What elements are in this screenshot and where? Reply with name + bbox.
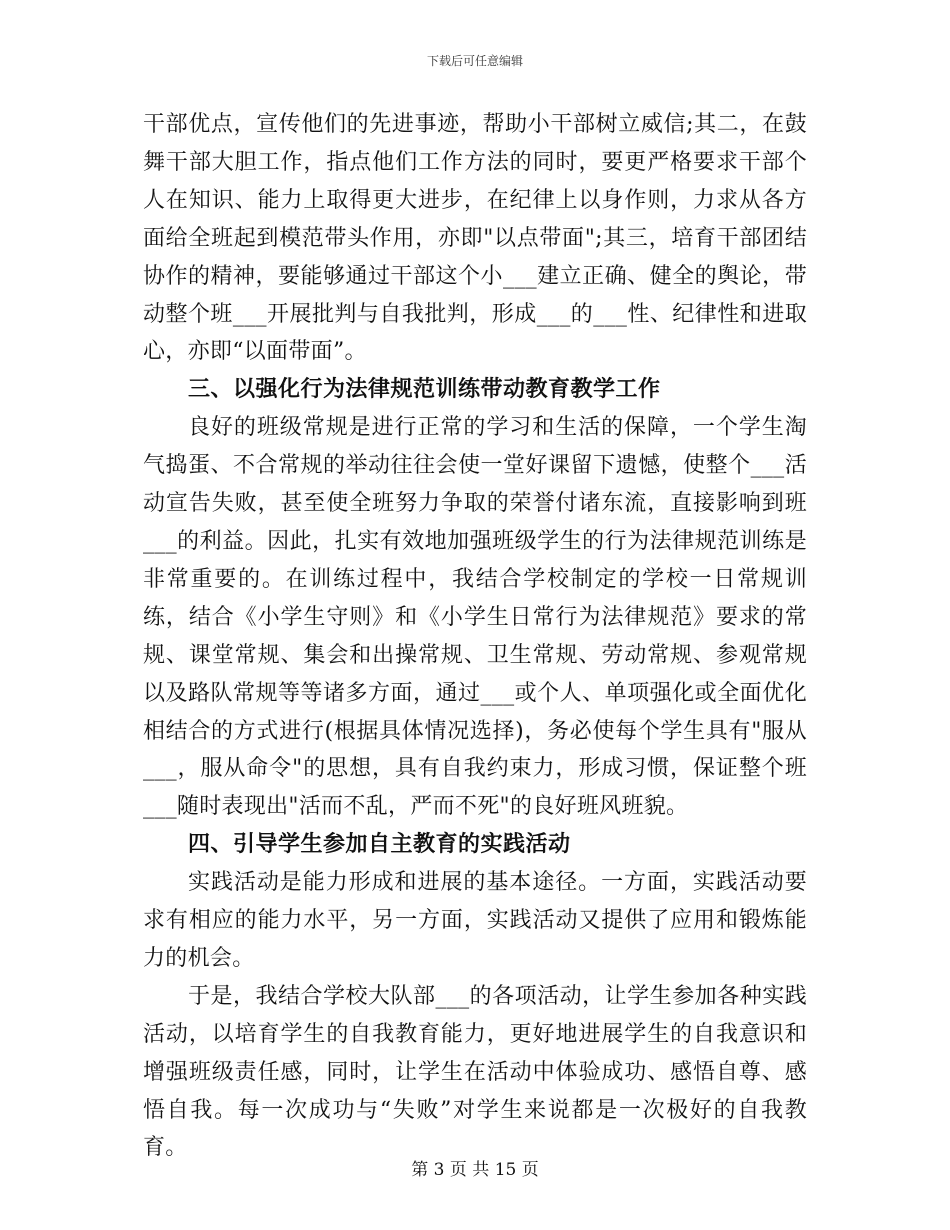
paragraph-section-4-b: 于是，我结合学校大队部___的各项活动，让学生参加各种实践活动，以培育学生的自我教育能力，更好地进展学生的自我意识和增强班级责任感，同时，让学生在活动中体验成功、感悟自尊、感悟自我。每一次成功与“失败”对学生来说都是一次极好的自我教育。 bbox=[143, 983, 807, 1161]
paragraph-continued: 干部优点，宣传他们的先进事迹，帮助小干部树立威信;其二，在鼓舞干部大胆工作，指点他们工作方法的同时，要更严格要求干部个人在知识、能力上取得更大进步，在纪律上以身作则，力求从各方面给全班起到模范带头作用，亦即"以点带面";其三，培育干部团结协作的精神，要能够通过干部这个小___建立正确、健全的舆论，带动整个班___开展批判与自我批判，形成___的___性、纪律性和进取心，亦即“以面带面”。 bbox=[143, 112, 807, 365]
document-body bbox=[143, 106, 807, 1167]
section-heading-3: 三、以强化行为法律规范训练带动教育教学工作 bbox=[188, 377, 661, 403]
paragraph-section-4-a: 实践活动是能力形成和进展的基本途径。一方面，实践活动要求有相应的能力水平，另一方面，实践活动又提供了应用和锻炼能力的机会。 bbox=[143, 870, 807, 971]
page-header: 下载后可任意编辑 bbox=[426, 54, 523, 68]
page-number: 第 3 页 共 15 页 bbox=[411, 1160, 539, 1180]
section-heading-4: 四、引导学生参加自主教育的实践活动 bbox=[188, 832, 571, 858]
paragraph-section-3: 良好的班级常规是进行正常的学习和生活的保障，一个学生淘气捣蛋、不合常规的举动往往会使一堂好课留下遗憾，使整个___活动宣告失败，甚至使全班努力争取的荣誉付诸东流，直接影响到班___的利益。因此，扎实有效地加强班级学生的行为法律规范训练是非常重要的。在训练过程中，我结合学校制定的学校一日常规训练，结合《小学生守则》和《小学生日常行为法律规范》要求的常规、课堂常规、集会和出操常规、卫生常规、劳动常规、参观常规以及路队常规等等诸多方面，通过___或个人、单项强化或全面优化相结合的方式进行(根据具体情况选择)，务必使每个学生具有"服从___，服从命令"的思想，具有自我约束力，形成习惯，保证整个班___随时表现出"活而不乱，严而不死"的良好班风班貌。 bbox=[143, 415, 807, 820]
